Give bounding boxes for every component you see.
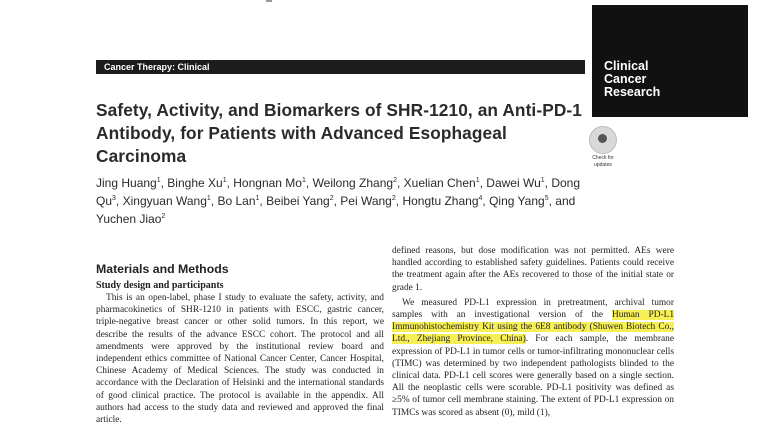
- author-name: Bo Lan: [217, 194, 256, 208]
- author-affiliation: 5: [544, 195, 549, 202]
- author-affiliation: 1: [255, 195, 260, 202]
- section-label: Cancer Therapy: Clinical: [96, 60, 585, 74]
- author-name: Beibei Yang: [266, 194, 330, 208]
- body-paragraph-continued: defined reasons, but dose modification was not permitted. AEs were handled according to established safety guidelines. Patients could receive the treatment again after the AEs recovered to those of the initial state or grade 1.: [392, 246, 674, 293]
- author-affiliation: 2: [161, 213, 166, 220]
- author-name: Weilong Zhang: [312, 176, 394, 190]
- author-name: Jing Huang: [96, 176, 157, 190]
- check-updates-icon: [589, 126, 617, 154]
- author-affiliation: 1: [206, 195, 211, 202]
- author-conjunction: and: [555, 194, 576, 208]
- author-affiliation: 1: [301, 177, 306, 184]
- section-heading: Materials and Methods: [96, 262, 229, 276]
- author-name: Binghe Xu: [167, 176, 223, 190]
- badge-text-line1: Check for: [592, 155, 614, 161]
- author-affiliation: 2: [329, 195, 334, 202]
- highlighted-text: Human PD-L1 Immunohistochemistry Kit using the 6E8 antibody (Shuwen Biotech Co., Ltd., Zhejiang Province, China): [392, 310, 675, 345]
- author-name: Dawei Wu: [486, 176, 541, 190]
- author-affiliation: 1: [475, 177, 480, 184]
- journal-logo: [592, 5, 748, 117]
- subsection-heading: Study design and participants: [96, 280, 224, 291]
- badge-text-line2: updates: [594, 162, 612, 168]
- author-name: Hongnan Mo: [233, 176, 302, 190]
- para-text-before: We measured PD-L1 expression in pretreatment, archival tumor samples with an investigational version of the: [392, 297, 674, 321]
- author-affiliation: 4: [478, 195, 483, 202]
- journal-name-line1: Clinical: [604, 59, 649, 73]
- author-name: Qing Yang: [489, 194, 545, 208]
- right-column: [392, 245, 674, 419]
- body-paragraph-pdl1: [392, 297, 674, 419]
- journal-name-line2: Cancer: [604, 72, 647, 86]
- author-list: Jing Huang$^1$, Binghe Xu$^1$, Hongnan Mo$^1$, Weilong Zhang$^2$, Xuelian Chen$^1$, Dawei Wu$^1$, Dong Qu$^3$, Xingyuan Wang$^1$, Bo Lan$^1$, Beibei Yang$^2$, Pei Wang$^2$, Hongtu Zhang$^4$, Qing Yang$^5$, and Yuchen Jiao$^2$: [96, 176, 581, 226]
- author-name: Pei Wang: [340, 194, 392, 208]
- body-paragraph: This is an open-label, phase I study to evaluate the safety, activity, and pharmacokinetics of SHR-1210 in patients with ESCC, gastric cancer, triple-negative breast cancer or other solid tumors. In this report, we describe the results of the advance ESCC cohort. The protocol and all amendments were approved by the institutional review board and independent ethics committee of National Cancer Center, Cancer Hospital, Chinese Academy of Medical Sciences. The study was conducted in accordance with the Declaration of Helsinki and the international standards of good clinical practice. The protocol is available in the appendix. All authors had access to the study data and reviewed and approved the final article.: [96, 293, 384, 426]
- author-name: Yuchen Jiao: [96, 212, 162, 226]
- author-affiliation: 1: [540, 177, 545, 184]
- author-affiliation: 3: [112, 195, 116, 202]
- author-name: Dong Qu: [96, 176, 581, 208]
- left-column: [96, 262, 384, 426]
- author-name: Xingyuan Wang: [122, 194, 207, 208]
- para-text-after: . For each sample, the membrane expression of PD-L1 in tumor cells or tumor-infiltrating mononuclear cells (TIMC) was determined by two independent pathologists blinded to the clinical data. PD-L1 cell scores were generally based on a single section. All the neoplastic cells were scorable. PD-L1 positivity was defined as ≥5% of tumor cell membrane staining. The extent of PD-L1 expression on TIMCs was scored as absent (0), mild (1),: [392, 334, 674, 418]
- author-name: Xuelian Chen: [403, 176, 476, 190]
- check-for-updates-badge[interactable]: [588, 126, 618, 168]
- author-affiliation: 1: [156, 177, 161, 184]
- author-affiliation: 2: [391, 195, 396, 202]
- author-affiliation: 2: [393, 177, 397, 184]
- article-title: Safety, Activity, and Biomarkers of SHR-1210, an Anti-PD-1 Antibody, for Patients with Advanced Esophageal Carcinoma: [96, 100, 582, 166]
- journal-name-line3: Research: [604, 85, 661, 99]
- author-name: Hongtu Zhang: [402, 194, 479, 208]
- author-affiliation: 1: [222, 177, 227, 184]
- top-crop-line: [96, 0, 406, 4]
